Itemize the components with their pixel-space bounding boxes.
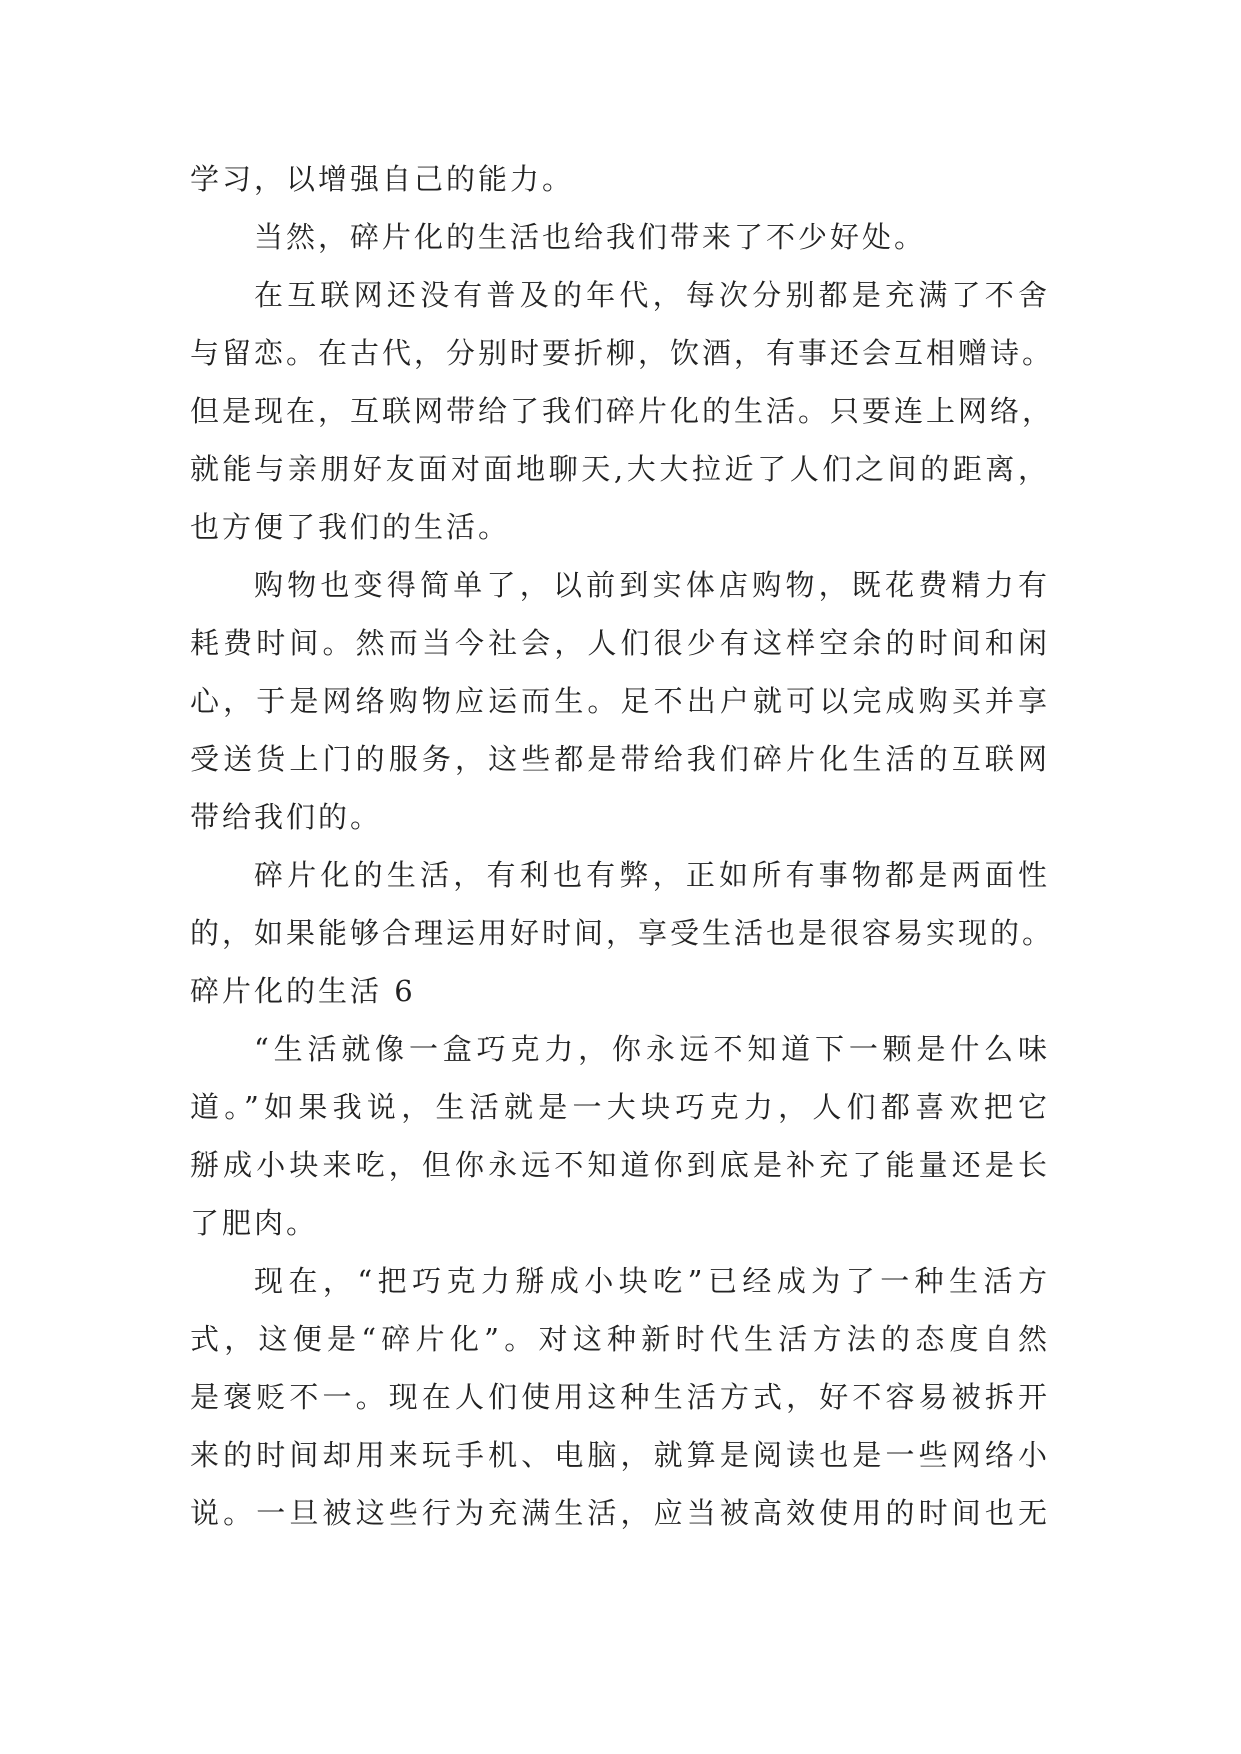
paragraph-start-line: 当然，碎片化的生活也给我们带来了不少好处。 xyxy=(254,220,927,254)
text-line: 心，于是网络购物应运而生。足不出户就可以完成购买并享 xyxy=(190,684,1050,718)
text-line: 掰成小块来吃，但你永远不知道你到底是补充了能量还是长 xyxy=(190,1148,1050,1182)
paragraph-start-line: 碎片化的生活，有利也有弊，正如所有事物都是两面性 xyxy=(254,858,1050,892)
paragraph-start-line: 在互联网还没有普及的年代，每次分别都是充满了不舍 xyxy=(254,278,1050,312)
text-line: 也方便了我们的生活。 xyxy=(190,510,511,544)
text-line: 式，这便是“碎片化”。对这种新时代生活方法的态度自然 xyxy=(190,1322,1050,1356)
text-line: 道。”如果我说，生活就是一大块巧克力，人们都喜欢把它 xyxy=(190,1090,1050,1124)
paragraph-start-line: “生活就像一盒巧克力，你永远不知道下一颗是什么味 xyxy=(254,1032,1050,1066)
text-line: 与留恋。在古代，分别时要折柳，饮酒，有事还会互相赠诗。 xyxy=(190,336,1055,370)
section-heading: 碎片化的生活 6 xyxy=(190,974,416,1008)
text-line: 了肥肉。 xyxy=(190,1206,319,1240)
text-line: 来的时间却用来玩手机、电脑，就算是阅读也是一些网络小 xyxy=(190,1438,1050,1472)
paragraph-start-line: 购物也变得简单了，以前到实体店购物，既花费精力有 xyxy=(254,568,1050,602)
text-line: 受送货上门的服务，这些都是带给我们碎片化生活的互联网 xyxy=(190,742,1050,776)
text-line: 耗费时间。然而当今社会，人们很少有这样空余的时间和闲 xyxy=(190,626,1050,660)
paragraph-start-line: 现在，“把巧克力掰成小块吃”已经成为了一种生活方 xyxy=(254,1264,1050,1298)
text-line: 说。一旦被这些行为充满生活，应当被高效使用的时间也无 xyxy=(190,1496,1050,1530)
body-text xyxy=(190,150,1055,1542)
text-line: 的，如果能够合理运用好时间，享受生活也是很容易实现的。 xyxy=(190,916,1055,950)
text-line: 但是现在，互联网带给了我们碎片化的生活。只要连上网络， xyxy=(190,394,1055,428)
text-line: 学习，以增强自己的能力。 xyxy=(190,162,575,196)
text-line: 是褒贬不一。现在人们使用这种生活方式，好不容易被拆开 xyxy=(190,1380,1050,1414)
text-line: 就能与亲朋好友面对面地聊天,大大拉近了人们之间的距离， xyxy=(190,452,1050,486)
text-line: 带给我们的。 xyxy=(190,800,383,834)
